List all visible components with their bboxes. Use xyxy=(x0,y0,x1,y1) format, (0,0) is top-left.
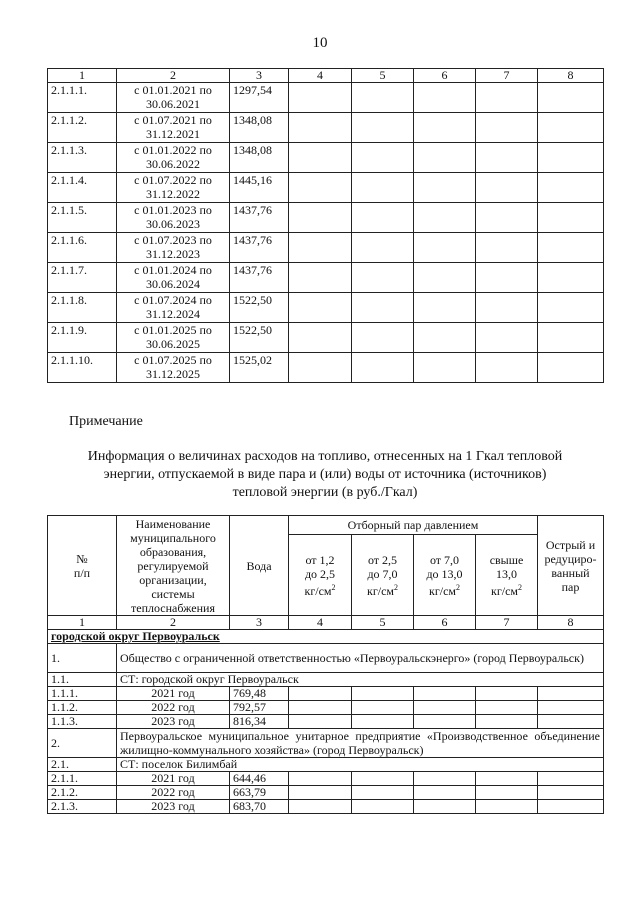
value: 1525,02 xyxy=(230,353,289,383)
table-row xyxy=(48,293,604,323)
table-row: 1.1.3. 2023 год 816,34 xyxy=(48,715,604,729)
section-row xyxy=(48,630,604,644)
value: 1297,54 xyxy=(230,83,289,113)
system-row xyxy=(48,673,604,687)
row-number: 2.1.1.10. xyxy=(48,353,117,383)
water-header: Вода xyxy=(230,516,289,616)
table-row: 1.1.1. 2021 год 769,48 xyxy=(48,687,604,701)
system-name: СТ: поселок Билимбай xyxy=(117,758,604,772)
col-3: 3 xyxy=(230,69,289,83)
col-4: 4 xyxy=(289,69,352,83)
org-header: Наименование муниципального образования, регулируемой организации, системы теплоснабжения xyxy=(117,516,230,616)
value: 1445,16 xyxy=(230,173,289,203)
period: с 01.01.2021 по 30.06.2021 xyxy=(117,83,230,113)
section-title: городской округ Первоуральск xyxy=(48,630,604,644)
col-2: 2 xyxy=(117,69,230,83)
table-row: 1.1.2. 2022 год 792,57 xyxy=(48,701,604,715)
info-heading: Информация о величинах расходов на топливо, отнесенных на 1 Гкал тепловой энергии, отпускаемой в виде пара и (или) воды от источника (источников) тепловой энергии (в руб./Гкал) xyxy=(87,449,563,500)
org-row xyxy=(48,729,604,758)
period: с 01.01.2022 по 30.06.2022 xyxy=(117,143,230,173)
value: 1437,76 xyxy=(230,233,289,263)
row-number: 2.1.1.5. xyxy=(48,203,117,233)
period: с 01.01.2024 по 30.06.2024 xyxy=(117,263,230,293)
row-number: 1.1. xyxy=(48,673,117,687)
pressure-2-header: от 2,5 до 7,0 $кг/см^2$ xyxy=(352,535,414,616)
system-row xyxy=(48,758,604,772)
value: 1437,76 xyxy=(230,203,289,233)
row-number: 2. xyxy=(48,729,117,758)
table-row xyxy=(48,353,604,383)
row-number: 2.1.1.6. xyxy=(48,233,117,263)
table-row xyxy=(48,113,604,143)
org-name: Первоуральское муниципальное унитарное предприятие «Производственное объединение жилищно-коммунального хозяйства» (город Первоуральск) xyxy=(117,729,604,758)
column-numbers-row: 1 2 3 4 5 6 7 8 xyxy=(48,616,604,630)
system-name: СТ: городской округ Первоуральск xyxy=(117,673,604,687)
table-row xyxy=(48,143,604,173)
note-label: Примечание xyxy=(69,414,143,429)
table1-header-row xyxy=(48,69,604,83)
table-row xyxy=(48,203,604,233)
table-row: 2.1.2. 2022 год 663,79 xyxy=(48,786,604,800)
pressure-3-header: от 7,0 до 13,0 $кг/см^2$ xyxy=(414,535,476,616)
col-8: 8 xyxy=(538,69,604,83)
period: с 01.01.2023 по 30.06.2023 xyxy=(117,203,230,233)
table-row xyxy=(48,323,604,353)
col-7: 7 xyxy=(476,69,538,83)
period: с 01.01.2025 по 30.06.2025 xyxy=(117,323,230,353)
steam-group-header: Отборный пар давлением xyxy=(289,516,538,535)
row-number: 2.1.1.4. xyxy=(48,173,117,203)
period: с 01.07.2023 по 31.12.2023 xyxy=(117,233,230,263)
value: 1348,08 xyxy=(230,143,289,173)
col-1: 1 xyxy=(48,69,117,83)
table-row xyxy=(48,83,604,113)
num-header: № п/п xyxy=(48,516,117,616)
tariff-periods-table xyxy=(47,68,604,383)
table-row: 2.1.3. 2023 год 683,70 xyxy=(48,800,604,814)
col-5: 5 xyxy=(352,69,414,83)
value: 1348,08 xyxy=(230,113,289,143)
col-6: 6 xyxy=(414,69,476,83)
period: с 01.07.2021 по 31.12.2021 xyxy=(117,113,230,143)
period: с 01.07.2024 по 31.12.2024 xyxy=(117,293,230,323)
org-name: Общество с ограниченной ответственностью «Первоуральскэнерго» (город Первоуральск) xyxy=(117,644,604,673)
row-number: 2.1.1.1. xyxy=(48,83,117,113)
table-row xyxy=(48,233,604,263)
row-number: 2.1.1.8. xyxy=(48,293,117,323)
table-row xyxy=(48,263,604,293)
org-row xyxy=(48,644,604,673)
table2-header-row-1 xyxy=(48,516,604,535)
sharp-steam-header: Острый и редуциро- ванный пар xyxy=(538,516,604,616)
fuel-costs-table xyxy=(47,515,604,814)
row-number: 2.1.1.2. xyxy=(48,113,117,143)
pressure-1-header: от 1,2 до 2,5 $кг/см^2$ xyxy=(289,535,352,616)
table-row: 2.1.1. 2021 год 644,46 xyxy=(48,772,604,786)
row-number: 1. xyxy=(48,644,117,673)
row-number: 2.1.1.3. xyxy=(48,143,117,173)
row-number: 2.1.1.9. xyxy=(48,323,117,353)
period: с 01.07.2022 по 31.12.2022 xyxy=(117,173,230,203)
table-row xyxy=(48,173,604,203)
period: с 01.07.2025 по 31.12.2025 xyxy=(117,353,230,383)
row-number: 2.1. xyxy=(48,758,117,772)
pressure-4-header: свыше 13,0 $кг/см^2$ xyxy=(476,535,538,616)
value: 1437,76 xyxy=(230,263,289,293)
page-number: 10 xyxy=(312,35,328,51)
value: 1522,50 xyxy=(230,323,289,353)
row-number: 2.1.1.7. xyxy=(48,263,117,293)
value: 1522,50 xyxy=(230,293,289,323)
